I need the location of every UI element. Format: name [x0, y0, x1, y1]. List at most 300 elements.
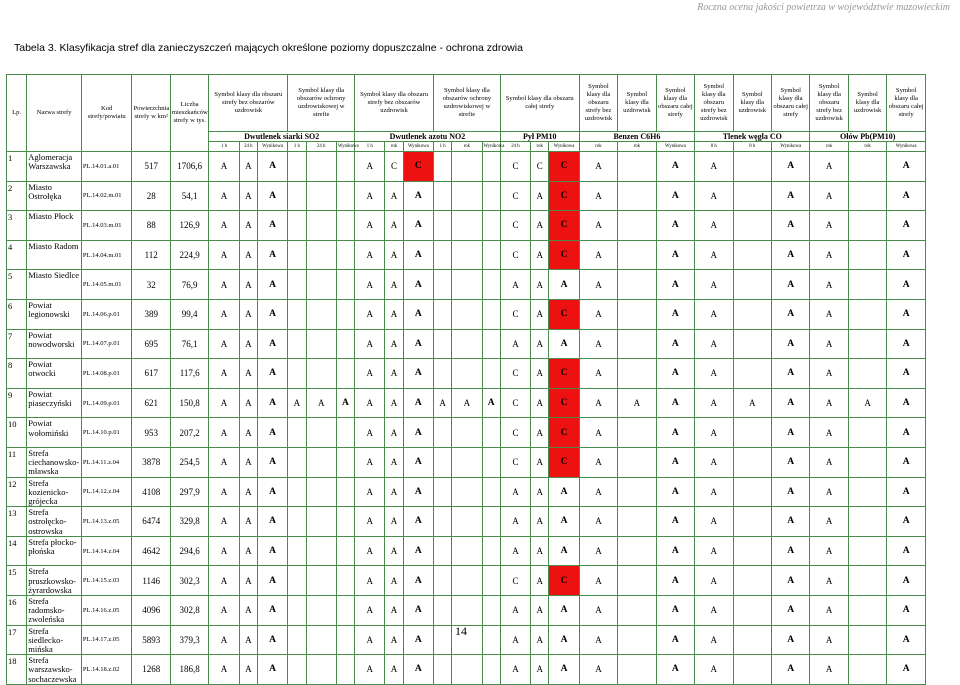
class-symbol-cell	[336, 507, 354, 537]
class-symbol-cell: A	[209, 418, 239, 448]
class-symbol-cell: C	[500, 211, 530, 241]
class-symbol-cell: A	[695, 181, 733, 211]
class-symbol-cell: A	[403, 595, 433, 625]
class-symbol-cell	[434, 329, 452, 359]
class-symbol-cell	[452, 418, 482, 448]
period-label: rok	[385, 142, 403, 152]
class-symbol-cell: A	[482, 388, 500, 418]
period-label: 8 h	[733, 142, 771, 152]
class-symbol-cell: A	[257, 181, 287, 211]
group-pm10: Pył PM10	[500, 132, 579, 142]
class-symbol-cell: A	[531, 625, 549, 655]
class-symbol-cell: C	[531, 152, 549, 182]
col-sym-2: Symbol klasy dla obszarów ochrony uzdrowiskowej w strefie	[288, 75, 355, 132]
class-symbol-cell: A	[385, 240, 403, 270]
class-symbol-cell	[482, 477, 500, 507]
class-symbol-cell	[288, 211, 306, 241]
class-symbol-cell: A	[403, 270, 433, 300]
class-symbol-cell	[848, 625, 886, 655]
class-symbol-cell	[306, 211, 336, 241]
class-symbol-cell: A	[549, 595, 579, 625]
class-symbol-cell: A	[810, 211, 848, 241]
table-row	[7, 447, 926, 477]
row-nazwa: Powiat otwocki	[27, 359, 82, 389]
class-symbol-cell: A	[355, 181, 385, 211]
class-symbol-cell: A	[257, 211, 287, 241]
row-nazwa: Powiat piaseczyński	[27, 388, 82, 418]
class-symbol-cell: A	[209, 625, 239, 655]
class-symbol-cell	[452, 477, 482, 507]
row-powierzchnia: 953	[132, 418, 170, 448]
class-symbol-cell	[733, 359, 771, 389]
class-symbol-cell: A	[579, 655, 617, 685]
class-symbol-cell	[452, 211, 482, 241]
row-powierzchnia: 1146	[132, 566, 170, 596]
class-symbol-cell: A	[209, 447, 239, 477]
row-ludnosc: 294,6	[170, 536, 208, 566]
row-powierzchnia: 517	[132, 152, 170, 182]
class-symbol-cell: A	[531, 447, 549, 477]
class-symbol-cell	[733, 477, 771, 507]
class-symbol-cell: A	[355, 270, 385, 300]
class-symbol-cell	[434, 625, 452, 655]
class-symbol-cell	[336, 477, 354, 507]
period-label: Wynikowa	[482, 142, 500, 152]
class-symbol-cell	[733, 270, 771, 300]
row-ludnosc: 76,1	[170, 329, 208, 359]
class-symbol-cell: A	[239, 299, 257, 329]
class-symbol-cell: A	[355, 329, 385, 359]
class-symbol-cell: A	[257, 447, 287, 477]
class-symbol-cell: A	[355, 418, 385, 448]
class-symbol-cell	[306, 507, 336, 537]
class-symbol-cell	[618, 418, 656, 448]
class-symbol-cell	[288, 418, 306, 448]
row-powierzchnia: 621	[132, 388, 170, 418]
class-symbol-cell: A	[403, 359, 433, 389]
class-symbol-cell: A	[887, 299, 926, 329]
class-symbol-cell: A	[733, 388, 771, 418]
class-symbol-cell: A	[695, 299, 733, 329]
class-symbol-cell: A	[656, 181, 694, 211]
class-symbol-cell: A	[403, 388, 433, 418]
class-symbol-cell: C	[549, 447, 579, 477]
class-symbol-cell: A	[257, 299, 287, 329]
class-symbol-cell: A	[579, 418, 617, 448]
col-powierzchnia: Powierzchnia strefy w km²	[132, 75, 170, 152]
col-kod: Kod strefy/powiatu	[81, 75, 132, 152]
class-symbol-cell: A	[403, 240, 433, 270]
group-so2: Dwutlenek siarki SO2	[209, 132, 355, 142]
row-ludnosc: 54,1	[170, 181, 208, 211]
class-symbol-cell: A	[695, 270, 733, 300]
class-symbol-cell: C	[385, 152, 403, 182]
class-symbol-cell	[848, 655, 886, 685]
class-symbol-cell: A	[771, 211, 809, 241]
class-symbol-cell: A	[531, 536, 549, 566]
class-symbol-cell: A	[549, 477, 579, 507]
col-sym-8: Symbol klasy dla obszaru całej strefy	[656, 75, 694, 132]
class-symbol-cell: A	[887, 655, 926, 685]
header-row-symbols	[7, 75, 926, 132]
class-symbol-cell: A	[239, 536, 257, 566]
row-ludnosc: 150,8	[170, 388, 208, 418]
class-symbol-cell: A	[239, 447, 257, 477]
class-symbol-cell: A	[209, 359, 239, 389]
class-symbol-cell: A	[355, 625, 385, 655]
class-symbol-cell	[434, 152, 452, 182]
class-symbol-cell: A	[579, 211, 617, 241]
class-symbol-cell: A	[257, 359, 287, 389]
class-symbol-cell: C	[500, 388, 530, 418]
class-symbol-cell: A	[771, 507, 809, 537]
class-symbol-cell: A	[810, 507, 848, 537]
class-symbol-cell	[306, 152, 336, 182]
class-symbol-cell: A	[531, 655, 549, 685]
class-symbol-cell	[336, 299, 354, 329]
class-symbol-cell: A	[239, 240, 257, 270]
class-symbol-cell: A	[887, 536, 926, 566]
class-symbol-cell: A	[887, 240, 926, 270]
col-sym-14: Symbol klasy dla obszaru całej strefy	[887, 75, 926, 132]
class-symbol-cell: A	[355, 211, 385, 241]
row-ludnosc: 224,9	[170, 240, 208, 270]
class-symbol-cell	[306, 359, 336, 389]
row-kod: PL.14.05.m.01	[81, 270, 132, 300]
period-label: 8 h	[695, 142, 733, 152]
row-lp: 6	[7, 299, 27, 329]
class-symbol-cell: A	[887, 359, 926, 389]
class-symbol-cell: A	[695, 477, 733, 507]
class-symbol-cell: A	[385, 181, 403, 211]
class-symbol-cell	[733, 418, 771, 448]
row-kod: PL.14.16.z.05	[81, 595, 132, 625]
col-nazwa: Nazwa strefy	[27, 75, 82, 152]
row-nazwa: Miasto Płock	[27, 211, 82, 241]
class-symbol-cell	[482, 359, 500, 389]
class-symbol-cell	[288, 359, 306, 389]
row-ludnosc: 207,2	[170, 418, 208, 448]
class-symbol-cell: A	[579, 299, 617, 329]
row-kod: PL.14.04.m.01	[81, 240, 132, 270]
class-symbol-cell: A	[403, 536, 433, 566]
class-symbol-cell: A	[500, 270, 530, 300]
class-symbol-cell: A	[403, 625, 433, 655]
class-symbol-cell: A	[385, 299, 403, 329]
class-symbol-cell: A	[656, 152, 694, 182]
class-symbol-cell	[733, 447, 771, 477]
col-sym-10: Symbol klasy dla uzdrowisk	[733, 75, 771, 132]
class-symbol-cell	[434, 418, 452, 448]
row-kod: PL.14.17.z.05	[81, 625, 132, 655]
class-symbol-cell: A	[531, 566, 549, 596]
class-symbol-cell	[434, 507, 452, 537]
class-symbol-cell	[434, 299, 452, 329]
class-symbol-cell: A	[579, 536, 617, 566]
col-sym-11: Symbol klasy dla obszaru całej strefy	[771, 75, 809, 132]
row-ludnosc: 297,9	[170, 477, 208, 507]
class-symbol-cell: A	[385, 507, 403, 537]
class-symbol-cell: A	[355, 359, 385, 389]
class-symbol-cell: A	[355, 477, 385, 507]
class-symbol-cell	[482, 507, 500, 537]
class-symbol-cell: A	[549, 507, 579, 537]
class-symbol-cell	[733, 181, 771, 211]
row-nazwa: Powiat nowodworski	[27, 329, 82, 359]
class-symbol-cell: A	[887, 388, 926, 418]
row-lp: 9	[7, 388, 27, 418]
class-symbol-cell	[288, 536, 306, 566]
class-symbol-cell: A	[771, 329, 809, 359]
table-row	[7, 477, 926, 507]
class-symbol-cell: A	[209, 595, 239, 625]
class-symbol-cell	[452, 152, 482, 182]
class-symbol-cell: C	[500, 299, 530, 329]
class-symbol-cell: A	[695, 595, 733, 625]
row-powierzchnia: 695	[132, 329, 170, 359]
class-symbol-cell: A	[695, 359, 733, 389]
class-symbol-cell: A	[810, 566, 848, 596]
table-row	[7, 507, 926, 537]
class-symbol-cell: C	[500, 418, 530, 448]
class-symbol-cell: A	[209, 536, 239, 566]
class-symbol-cell: A	[239, 181, 257, 211]
class-symbol-cell: A	[500, 507, 530, 537]
table-head	[7, 75, 926, 152]
class-symbol-cell: A	[531, 507, 549, 537]
row-kod: PL.14.08.p.01	[81, 359, 132, 389]
class-symbol-cell: A	[656, 447, 694, 477]
table-row	[7, 299, 926, 329]
class-symbol-cell	[288, 447, 306, 477]
class-symbol-cell: A	[810, 447, 848, 477]
class-symbol-cell: A	[209, 388, 239, 418]
class-symbol-cell: A	[385, 418, 403, 448]
class-symbol-cell: A	[403, 507, 433, 537]
class-symbol-cell: A	[209, 477, 239, 507]
class-symbol-cell: A	[579, 507, 617, 537]
period-label: 24 h	[306, 142, 336, 152]
table-row	[7, 359, 926, 389]
class-symbol-cell: A	[656, 418, 694, 448]
class-symbol-cell: A	[887, 595, 926, 625]
col-sym-9: Symbol klasy dla obszaru strefy bez uzdrowisk	[695, 75, 733, 132]
class-symbol-cell	[848, 359, 886, 389]
row-nazwa: Powiat wołomiński	[27, 418, 82, 448]
class-symbol-cell	[848, 447, 886, 477]
class-symbol-cell	[434, 595, 452, 625]
class-symbol-cell: A	[385, 595, 403, 625]
class-symbol-cell	[848, 270, 886, 300]
class-symbol-cell: A	[887, 566, 926, 596]
table-title: Tabela 3. Klasyfikacja stref dla zanieczyszczeń mających określone poziomy dopuszczalne - ochrona zdrowia	[14, 42, 523, 54]
class-symbol-cell: A	[695, 329, 733, 359]
class-symbol-cell: A	[209, 270, 239, 300]
class-symbol-cell	[482, 152, 500, 182]
class-symbol-cell: A	[656, 359, 694, 389]
class-symbol-cell: C	[549, 359, 579, 389]
class-symbol-cell	[618, 240, 656, 270]
period-label: rok	[531, 142, 549, 152]
class-symbol-cell: A	[695, 536, 733, 566]
class-symbol-cell: A	[579, 329, 617, 359]
class-symbol-cell: A	[579, 595, 617, 625]
class-symbol-cell: A	[887, 477, 926, 507]
row-ludnosc: 254,5	[170, 447, 208, 477]
class-symbol-cell: A	[355, 388, 385, 418]
class-symbol-cell: A	[656, 240, 694, 270]
class-symbol-cell: A	[403, 447, 433, 477]
row-lp: 7	[7, 329, 27, 359]
class-symbol-cell: A	[656, 211, 694, 241]
group-pb: Ołów Pb(PM10)	[810, 132, 926, 142]
class-symbol-cell	[618, 625, 656, 655]
class-symbol-cell: A	[500, 655, 530, 685]
class-symbol-cell: A	[771, 240, 809, 270]
class-symbol-cell	[434, 211, 452, 241]
class-symbol-cell	[618, 566, 656, 596]
class-symbol-cell: A	[549, 536, 579, 566]
class-symbol-cell: A	[403, 181, 433, 211]
class-symbol-cell: A	[403, 299, 433, 329]
class-symbol-cell: A	[656, 595, 694, 625]
row-powierzchnia: 3878	[132, 447, 170, 477]
class-symbol-cell: A	[403, 655, 433, 685]
class-symbol-cell: A	[887, 270, 926, 300]
class-symbol-cell: A	[656, 507, 694, 537]
period-label: Wynikowa	[771, 142, 809, 152]
row-lp: 10	[7, 418, 27, 448]
class-symbol-cell: A	[771, 359, 809, 389]
table-row	[7, 418, 926, 448]
class-symbol-cell: A	[549, 329, 579, 359]
col-sym-3: Symbol klasy dla obszaru strefy bez obszarów uzdrowisk	[355, 75, 434, 132]
class-symbol-cell	[733, 595, 771, 625]
class-symbol-cell: A	[385, 477, 403, 507]
class-symbol-cell: A	[887, 418, 926, 448]
class-symbol-cell: A	[239, 625, 257, 655]
class-symbol-cell	[306, 595, 336, 625]
class-symbol-cell: A	[771, 536, 809, 566]
class-symbol-cell	[848, 566, 886, 596]
class-symbol-cell: A	[656, 477, 694, 507]
class-symbol-cell	[618, 595, 656, 625]
class-symbol-cell: A	[771, 418, 809, 448]
class-symbol-cell: A	[257, 240, 287, 270]
table-row	[7, 655, 926, 685]
row-powierzchnia: 617	[132, 359, 170, 389]
class-symbol-cell	[336, 181, 354, 211]
class-symbol-cell	[288, 240, 306, 270]
class-symbol-cell	[306, 477, 336, 507]
row-lp: 1	[7, 152, 27, 182]
table-row	[7, 536, 926, 566]
row-ludnosc: 302,8	[170, 595, 208, 625]
class-symbol-cell	[452, 240, 482, 270]
class-symbol-cell: A	[403, 211, 433, 241]
class-symbol-cell: A	[695, 152, 733, 182]
class-symbol-cell: A	[887, 181, 926, 211]
class-symbol-cell: A	[355, 447, 385, 477]
class-symbol-cell	[336, 536, 354, 566]
row-kod: PL.14.09.p.01	[81, 388, 132, 418]
class-symbol-cell: A	[810, 329, 848, 359]
class-symbol-cell	[618, 536, 656, 566]
class-symbol-cell: A	[695, 388, 733, 418]
class-symbol-cell: A	[887, 152, 926, 182]
class-symbol-cell: A	[531, 299, 549, 329]
class-symbol-cell: A	[355, 507, 385, 537]
class-symbol-cell: A	[549, 270, 579, 300]
class-symbol-cell: C	[549, 152, 579, 182]
class-symbol-cell: A	[848, 388, 886, 418]
class-symbol-cell	[306, 181, 336, 211]
class-symbol-cell	[452, 359, 482, 389]
row-powierzchnia: 4642	[132, 536, 170, 566]
class-symbol-cell: A	[403, 418, 433, 448]
class-symbol-cell	[288, 507, 306, 537]
row-nazwa: Miasto Ostrołęka	[27, 181, 82, 211]
class-symbol-cell: A	[239, 211, 257, 241]
class-symbol-cell: A	[810, 152, 848, 182]
row-nazwa: Strefa kozienicko-grójecka	[27, 477, 82, 507]
class-symbol-cell: A	[695, 418, 733, 448]
class-symbol-cell: A	[579, 359, 617, 389]
class-symbol-cell: A	[239, 152, 257, 182]
class-symbol-cell: A	[579, 388, 617, 418]
row-kod: PL.14.11.z.04	[81, 447, 132, 477]
row-powierzchnia: 1268	[132, 655, 170, 685]
class-symbol-cell: A	[656, 566, 694, 596]
class-symbol-cell	[848, 211, 886, 241]
class-symbol-cell: A	[257, 595, 287, 625]
class-symbol-cell	[482, 270, 500, 300]
class-symbol-cell: C	[500, 152, 530, 182]
class-symbol-cell: A	[385, 388, 403, 418]
row-lp: 15	[7, 566, 27, 596]
class-symbol-cell: A	[771, 299, 809, 329]
class-symbol-cell: A	[239, 595, 257, 625]
class-symbol-cell: A	[336, 388, 354, 418]
class-symbol-cell	[336, 447, 354, 477]
class-symbol-cell	[288, 181, 306, 211]
class-symbol-cell: A	[656, 270, 694, 300]
class-symbol-cell	[482, 566, 500, 596]
class-symbol-cell: A	[209, 655, 239, 685]
row-powierzchnia: 88	[132, 211, 170, 241]
class-symbol-cell: A	[810, 418, 848, 448]
class-symbol-cell	[482, 595, 500, 625]
row-nazwa: Strefa ciechanowsko-mławska	[27, 447, 82, 477]
class-symbol-cell	[618, 181, 656, 211]
period-label: rok	[848, 142, 886, 152]
class-symbol-cell: A	[239, 507, 257, 537]
class-symbol-cell	[306, 625, 336, 655]
class-symbol-cell	[482, 181, 500, 211]
class-symbol-cell	[733, 536, 771, 566]
class-symbol-cell: A	[355, 299, 385, 329]
col-lp: Lp.	[7, 75, 27, 152]
class-symbol-cell: A	[695, 655, 733, 685]
class-symbol-cell: A	[579, 477, 617, 507]
row-ludnosc: 1706,6	[170, 152, 208, 182]
class-symbol-cell	[452, 181, 482, 211]
class-symbol-cell: A	[239, 270, 257, 300]
class-symbol-cell: A	[618, 388, 656, 418]
row-powierzchnia: 389	[132, 299, 170, 329]
class-symbol-cell	[618, 152, 656, 182]
class-symbol-cell: A	[257, 418, 287, 448]
